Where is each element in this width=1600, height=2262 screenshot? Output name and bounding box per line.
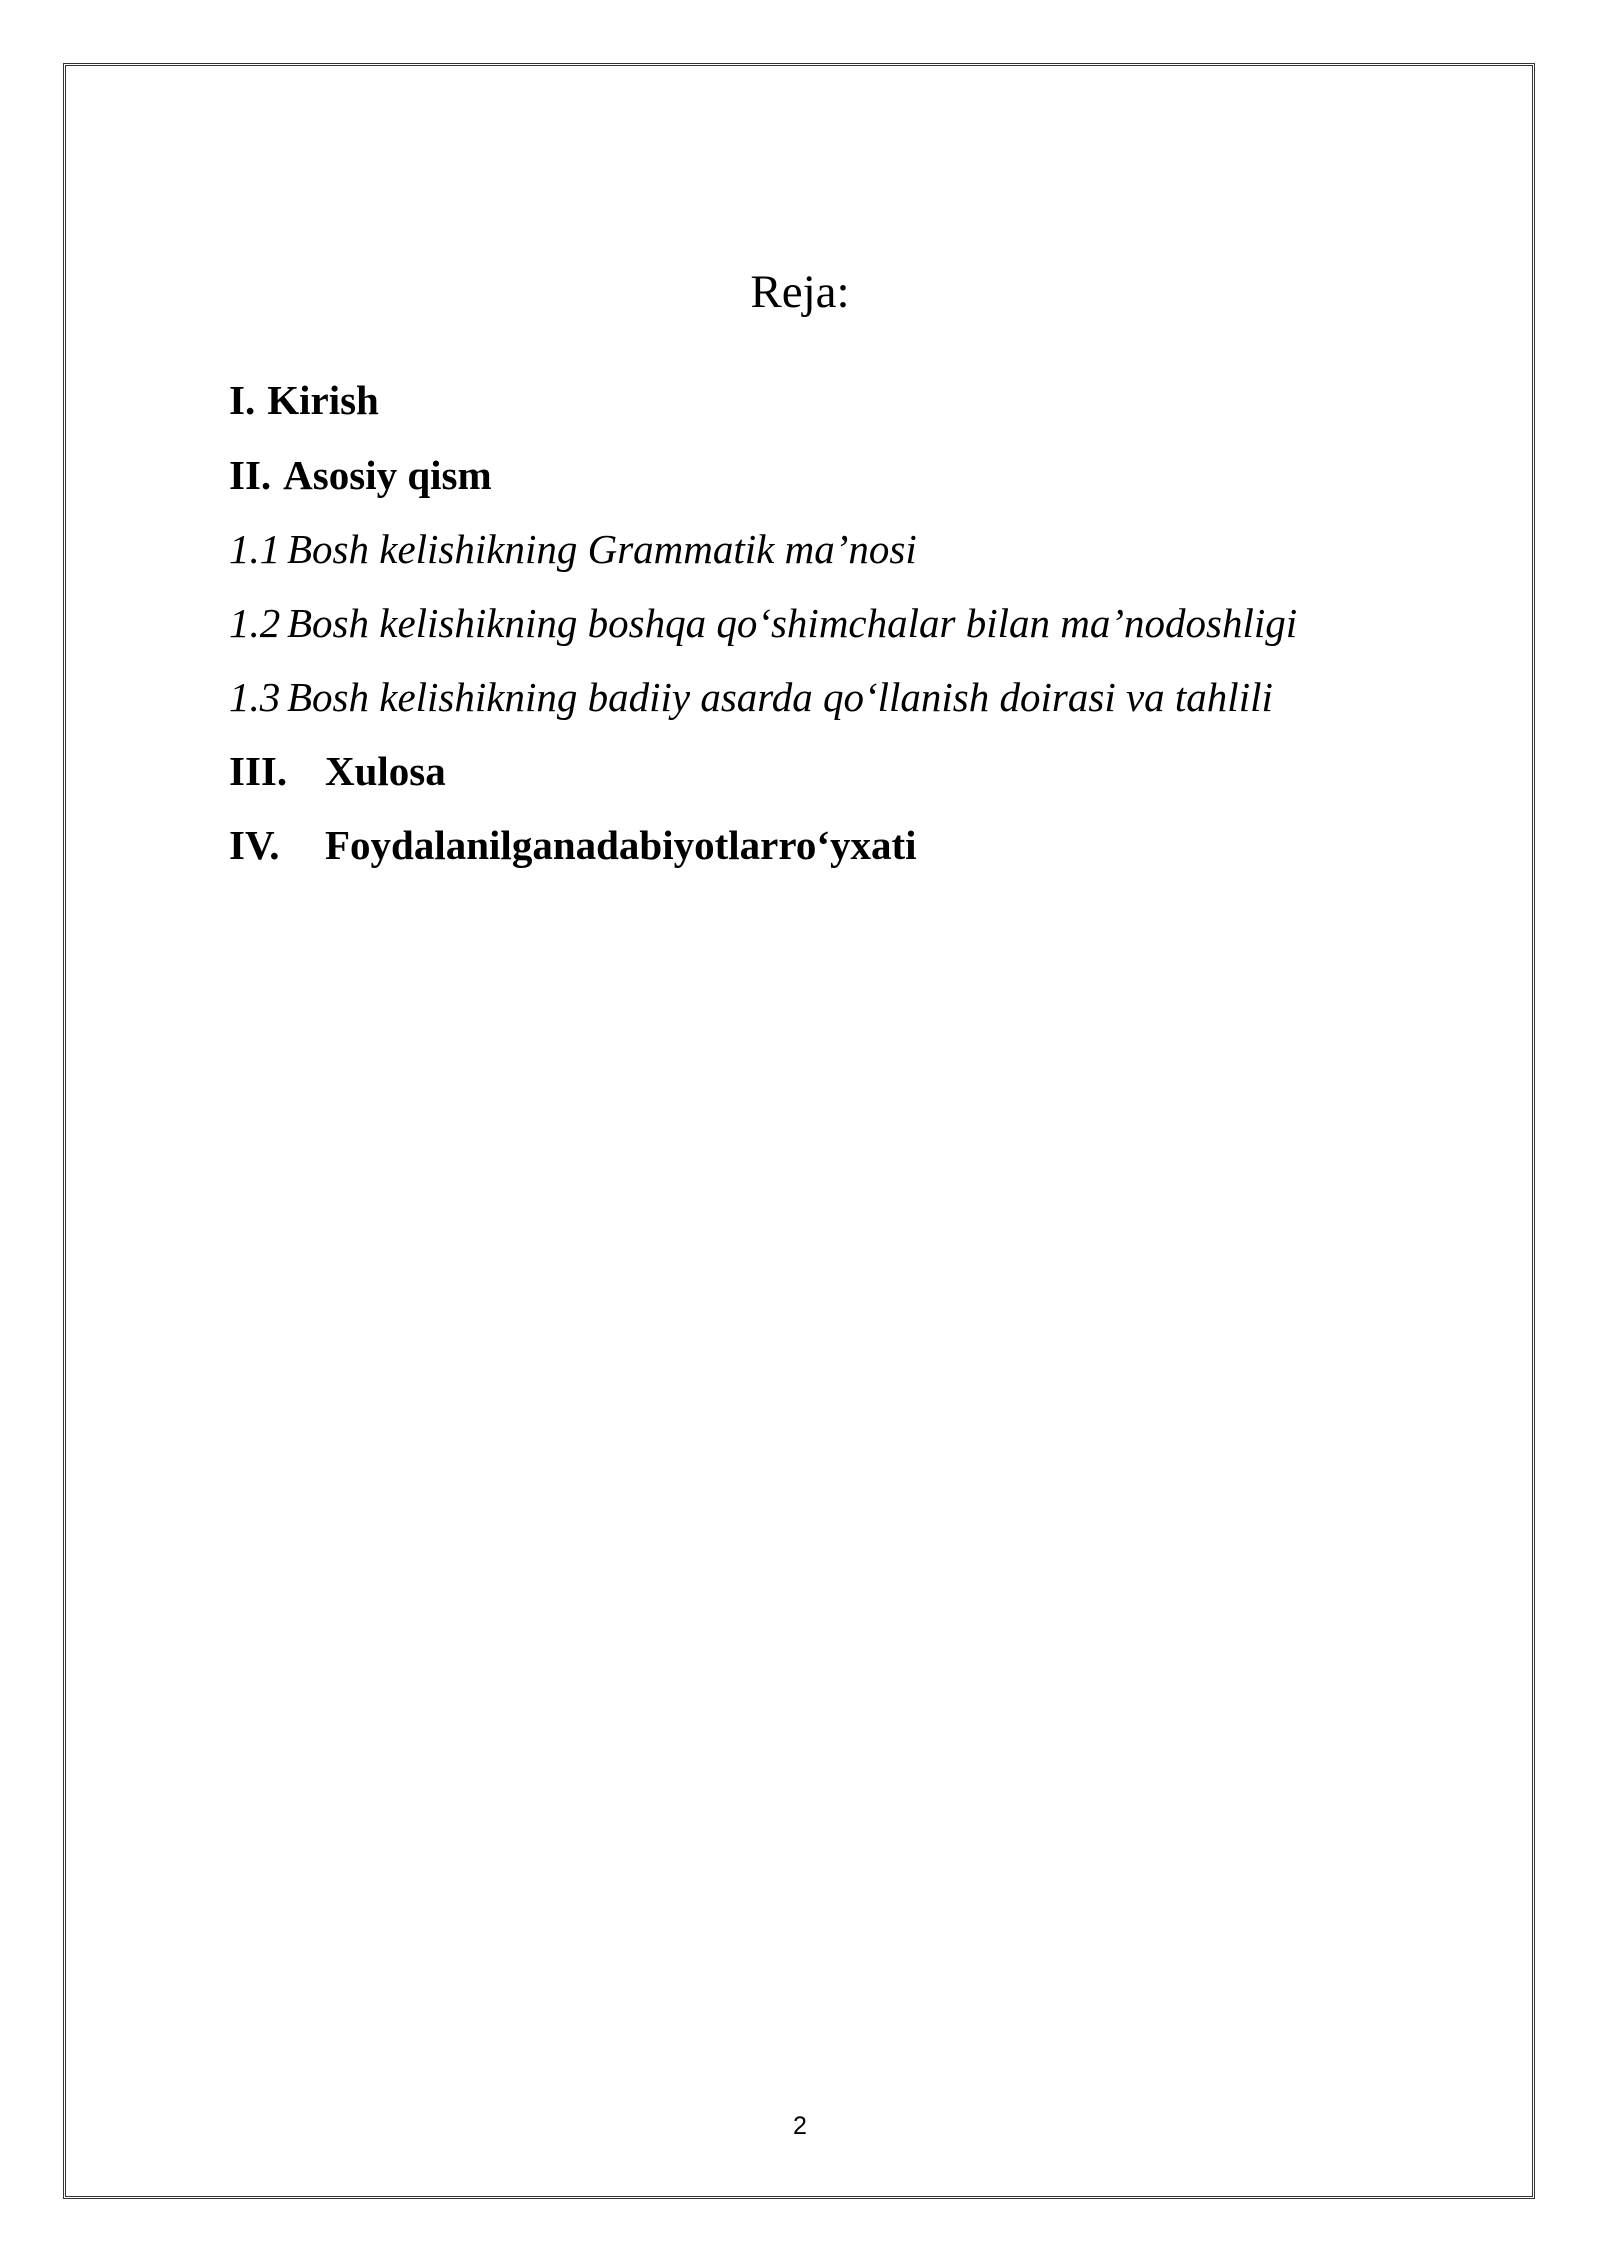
toc-item-adabiyotlar [229, 815, 917, 875]
page-number: 2 [793, 2112, 807, 2140]
toc-item-number: IV. [229, 822, 280, 868]
toc-item-1-3 [229, 667, 1273, 727]
toc-item-asosiy-qism [229, 445, 492, 505]
page-title: Reja: [750, 266, 850, 318]
toc-item-text: Bosh kelishikning Grammatik ma’nosi [287, 526, 917, 572]
toc-item-text: Kirish [267, 377, 379, 423]
toc-item-number: I. [229, 377, 256, 423]
toc-item-1-2 [229, 593, 1297, 653]
toc-item-text: Bosh kelishikning badiiy asarda qo‘llanish doirasi va tahlili [287, 674, 1273, 720]
toc-item-text: Bosh kelishikning boshqa qo‘shimchalar bilan ma’nodoshligi [287, 600, 1298, 646]
toc-item-number: 1.1 [229, 526, 281, 572]
toc-item-text: Foydalanilganadabiyotlarro‘yxati [325, 822, 917, 868]
toc-item-1-1 [229, 519, 917, 579]
toc-item-number: II. [229, 452, 272, 498]
toc-item-number: 1.2 [229, 600, 281, 646]
toc-item-xulosa [229, 741, 446, 801]
toc-item-number: 1.3 [229, 674, 281, 720]
toc-item-kirish [229, 370, 379, 430]
toc-item-number: III. [229, 748, 288, 794]
toc-item-text: Xulosa [325, 748, 446, 794]
toc-item-text: Asosiy qism [283, 452, 492, 498]
